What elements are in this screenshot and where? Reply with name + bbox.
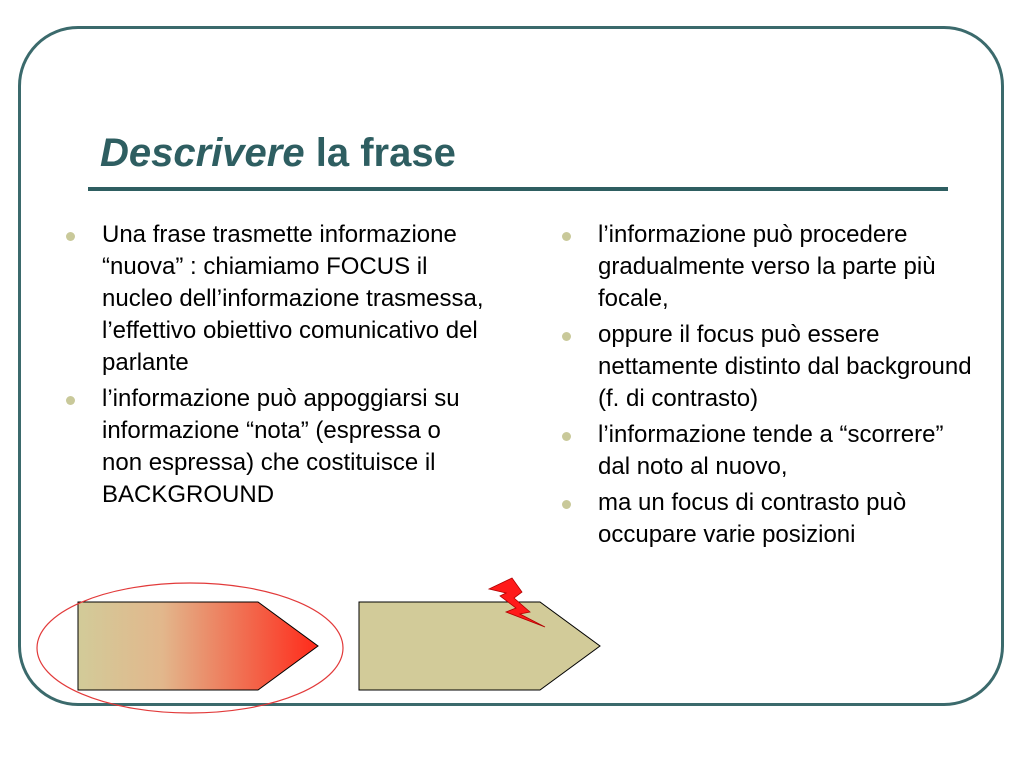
- list-item-text: oppure il focus può essere nettamente distinto dal background (f. di contrasto): [598, 321, 972, 412]
- list-item-text: Una frase trasmette informazione “nuova” : chiamiamo FOCUS il nucleo dell’informazione trasmessa, l’effettivo obiettivo comunicativo del parlante: [102, 221, 484, 376]
- title-rest: la frase: [304, 131, 456, 175]
- list-item-text: l’informazione può appoggiarsi su informazione “nota” (espressa o non espressa) che costituisce il BACKGROUND: [102, 385, 460, 508]
- gradient-arrow-icon: [78, 602, 318, 690]
- contrast-arrow-icon: [359, 602, 600, 690]
- title-italic: Descrivere: [100, 131, 305, 175]
- list-item-text: ma un focus di contrasto può occupare varie posizioni: [598, 489, 907, 548]
- list-item-text: l’informazione può procedere gradualmente verso la parte più focale,: [598, 221, 936, 312]
- list-item-text: l’informazione tende a “scorrere” dal noto al nuovo,: [598, 421, 944, 480]
